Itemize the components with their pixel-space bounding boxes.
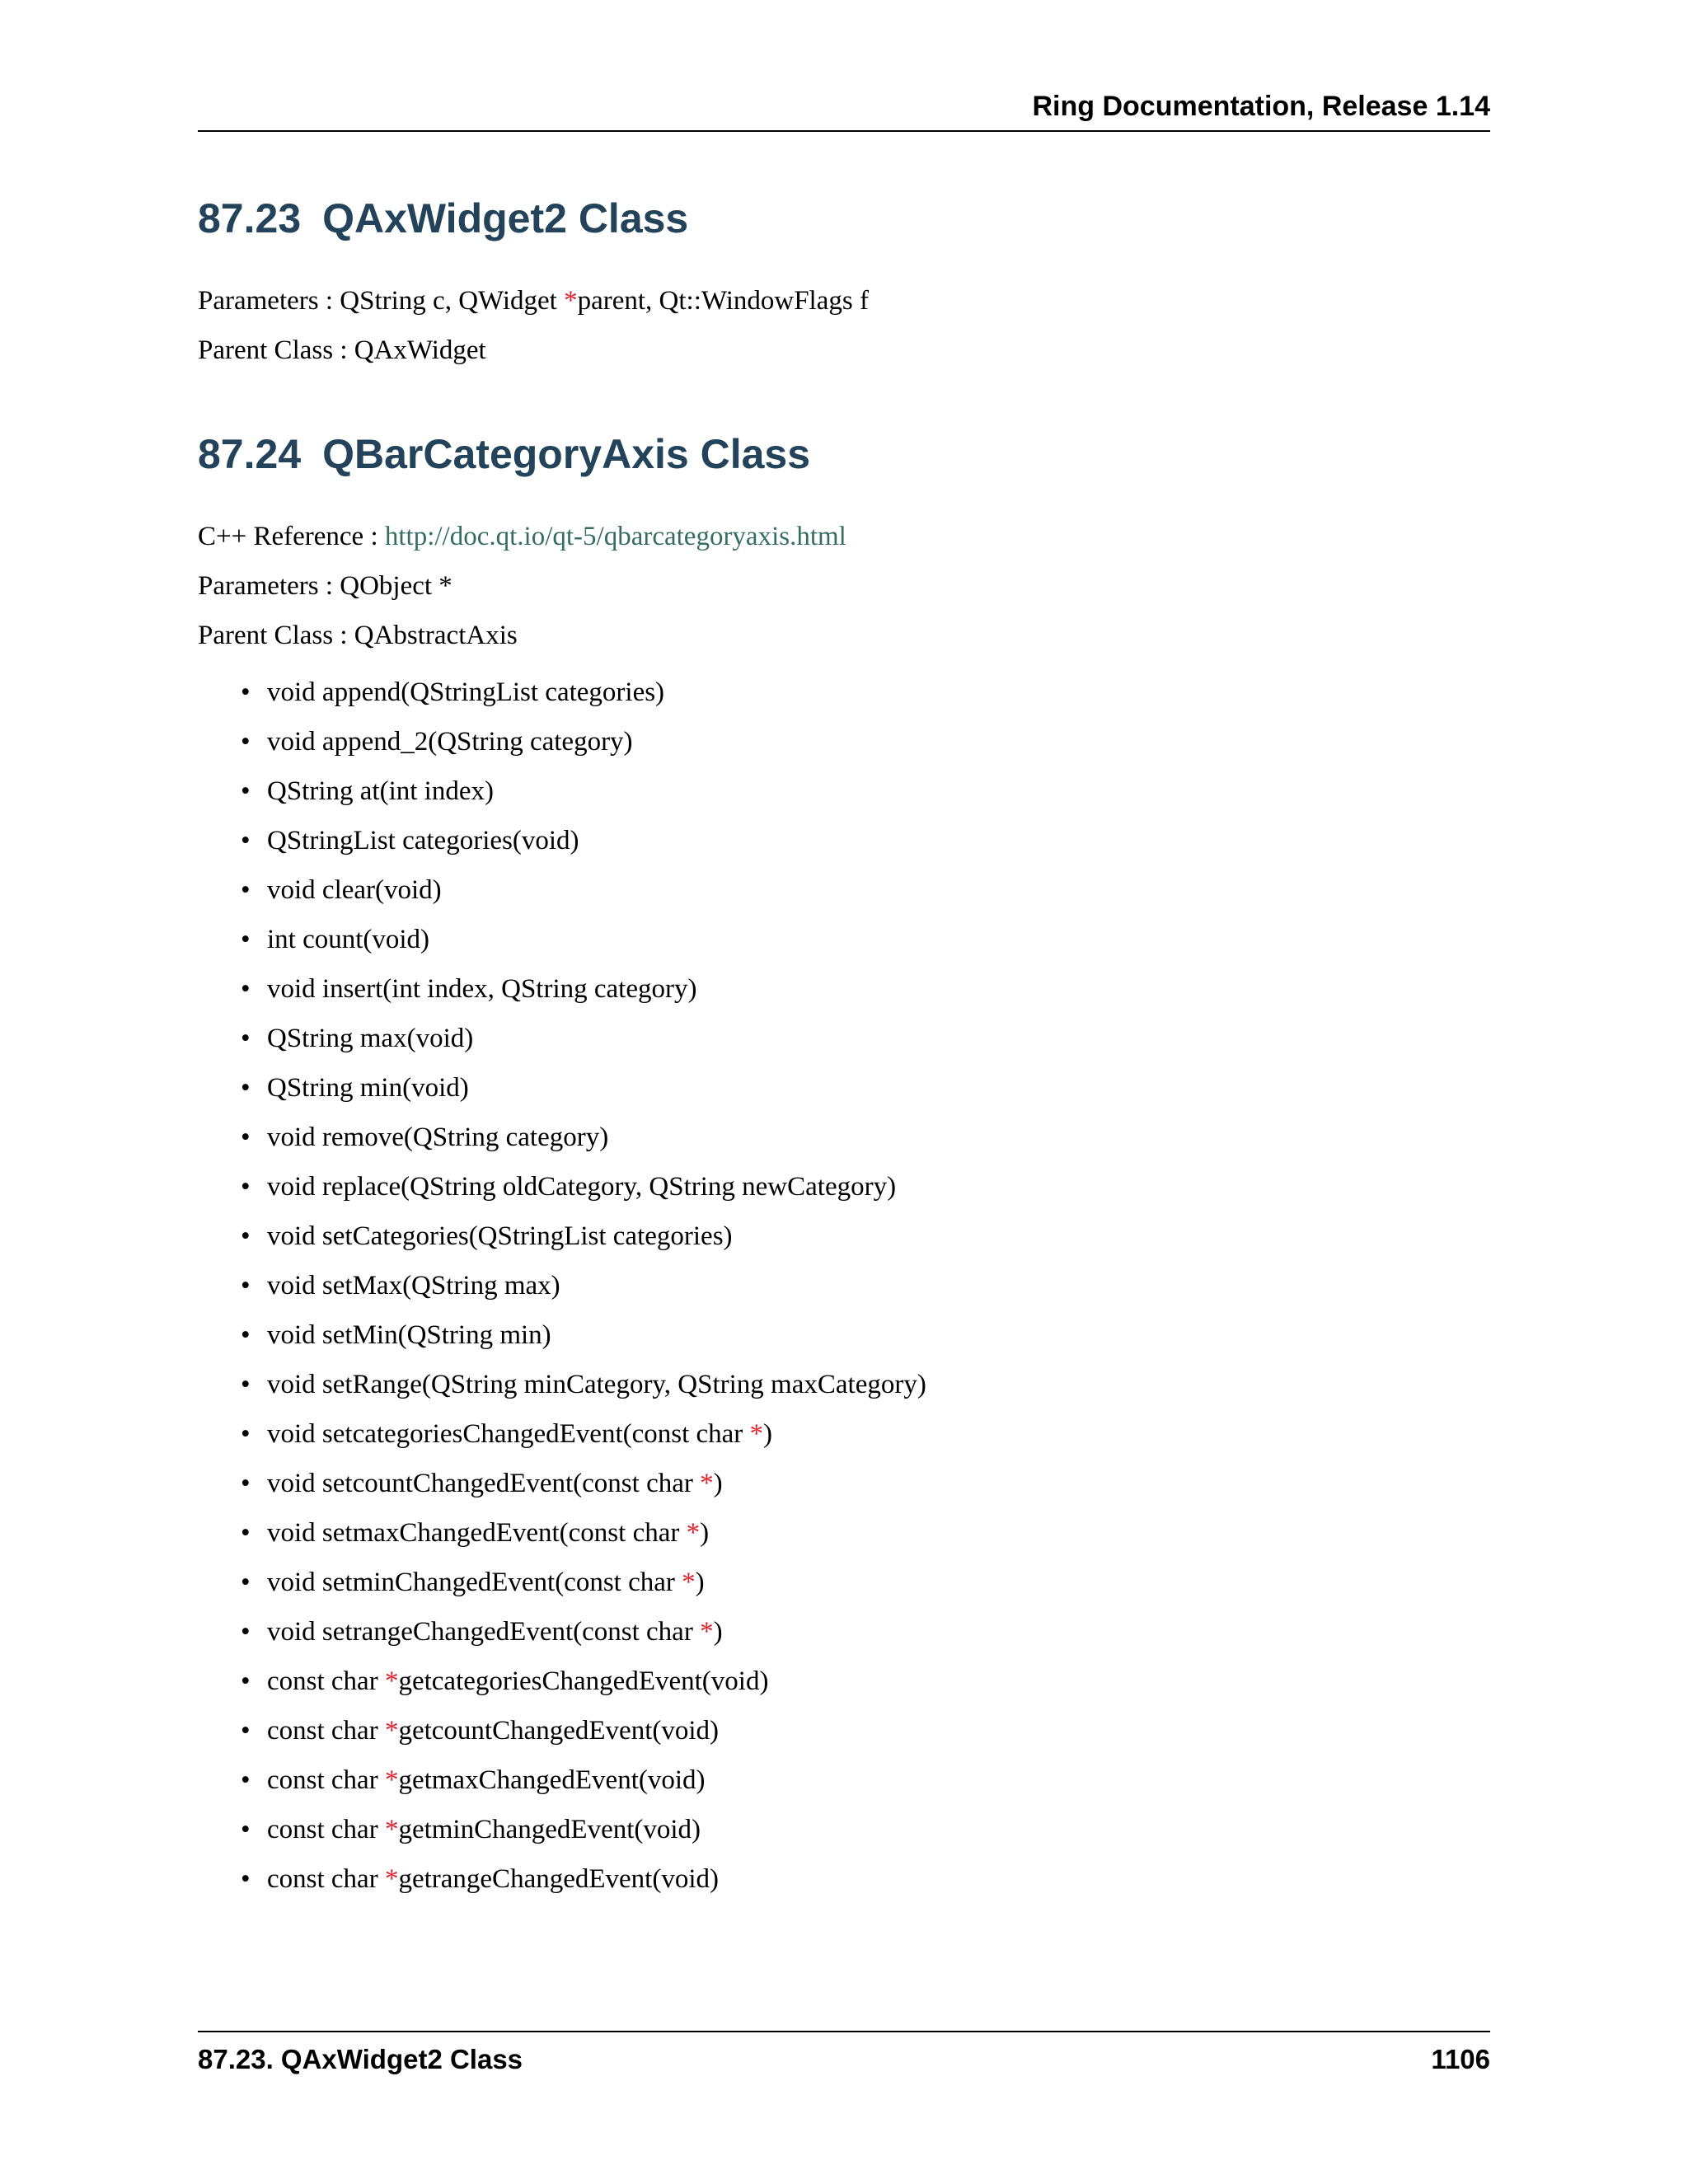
method-signature-rest: getminChangedEvent(void) (398, 1815, 701, 1844)
method-signature: void remove(QString category) (267, 1122, 609, 1152)
method-signature-rest: ) (713, 1617, 723, 1647)
list-item (198, 923, 926, 972)
list-item (198, 1071, 926, 1121)
bullet-icon: • (241, 1122, 251, 1152)
list-item (198, 1615, 926, 1665)
method-signature-rest: ) (763, 1419, 773, 1449)
method-signature: const char (267, 1815, 385, 1844)
method-signature: void setrangeChangedEvent(const char (267, 1617, 701, 1647)
bullet-icon: • (241, 875, 251, 905)
cpp-reference-link[interactable]: http://doc.qt.io/qt-5/qbarcategoryaxis.html (384, 522, 846, 551)
section-heading-qbarcategoryaxis (198, 431, 811, 477)
parameters-value-post: parent, Qt::WindowFlags f (577, 286, 869, 316)
bullet-icon: • (241, 1469, 251, 1498)
bullet-icon: • (241, 1024, 251, 1053)
method-signature: void setRange(QString minCategory, QString maxCategory) (267, 1370, 926, 1399)
list-item (198, 1368, 926, 1418)
bullet-icon: • (241, 1864, 251, 1894)
list-item (198, 1467, 926, 1516)
parameters-line: Parameters : QObject * (198, 571, 452, 601)
method-signature: const char (267, 1666, 385, 1696)
bullet-icon: • (241, 1172, 251, 1202)
method-signature-rest: getcountChangedEvent(void) (398, 1716, 720, 1746)
bullet-icon: • (241, 1518, 251, 1548)
method-signature: void setminChangedEvent(const char (267, 1568, 682, 1597)
section-number: 87.23 (198, 195, 302, 241)
bullet-icon: • (241, 1320, 251, 1350)
pointer-asterisk: * (749, 1419, 764, 1449)
method-signature: void setcountChangedEvent(const char (267, 1469, 701, 1498)
list-item (198, 1121, 926, 1170)
method-signature-rest: getcategoriesChangedEvent(void) (398, 1666, 769, 1696)
bullet-icon: • (241, 974, 251, 1004)
method-signature: const char (267, 1716, 385, 1746)
method-signature-rest: ) (700, 1518, 710, 1548)
method-signature: int count(void) (267, 925, 430, 954)
bullet-icon: • (241, 1370, 251, 1399)
page-footer (198, 2031, 1490, 2082)
list-item (198, 1665, 926, 1714)
pointer-asterisk: * (384, 1666, 399, 1696)
page-header (198, 89, 1490, 132)
pointer-asterisk: * (700, 1469, 714, 1498)
pointer-asterisk: * (682, 1568, 696, 1597)
pointer-asterisk: * (384, 1716, 399, 1746)
list-item (198, 1813, 926, 1863)
section-heading-qaxwidget2 (198, 195, 689, 241)
list-item (198, 1418, 926, 1467)
list-item (198, 1863, 926, 1912)
pointer-asterisk: * (700, 1617, 714, 1647)
method-signature: QString min(void) (267, 1073, 469, 1103)
method-signature-rest: getmaxChangedEvent(void) (398, 1765, 706, 1795)
pointer-asterisk: * (686, 1518, 701, 1548)
section-title: QAxWidget2 Class (322, 195, 689, 241)
method-signature: void append(QStringList categories) (267, 677, 665, 707)
list-item (198, 775, 926, 824)
method-signature: void setMax(QString max) (267, 1271, 560, 1301)
method-signature: void append_2(QString category) (267, 727, 633, 757)
list-item (198, 972, 926, 1022)
cpp-reference-line (198, 523, 846, 551)
method-signature: QString max(void) (267, 1024, 474, 1053)
bullet-icon: • (241, 1617, 251, 1647)
list-item (198, 1220, 926, 1269)
list-item (198, 1516, 926, 1566)
method-signature: const char (267, 1765, 385, 1795)
pointer-asterisk: * (564, 286, 578, 316)
method-signature: void setCategories(QStringList categories) (267, 1221, 733, 1251)
bullet-icon: • (241, 1271, 251, 1301)
list-item (198, 1170, 926, 1220)
bullet-icon: • (241, 925, 251, 954)
method-signature: void setmaxChangedEvent(const char (267, 1518, 687, 1548)
list-item (198, 824, 926, 874)
bullet-icon: • (241, 1568, 251, 1597)
method-signature: const char (267, 1864, 385, 1894)
section-title: QBarCategoryAxis Class (322, 431, 811, 477)
method-signature: QString at(int index) (267, 776, 494, 806)
list-item (198, 1714, 926, 1764)
parameters-value-pre: QString c, QWidget (340, 286, 565, 316)
bullet-icon: • (241, 1815, 251, 1844)
bullet-icon: • (241, 1073, 251, 1103)
method-signature: void setcategoriesChangedEvent(const char (267, 1419, 750, 1449)
bullet-icon: • (241, 826, 251, 855)
list-item (198, 1269, 926, 1319)
footer-section-title: 87.23. QAxWidget2 Class (198, 2044, 523, 2074)
method-signature: void insert(int index, QString category) (267, 974, 697, 1004)
bullet-icon: • (241, 1716, 251, 1746)
list-item (198, 725, 926, 775)
list-item (198, 874, 926, 923)
list-item (198, 1566, 926, 1615)
cpp-reference-label: C++ Reference : (198, 522, 385, 551)
section-number: 87.24 (198, 431, 302, 477)
method-signature-rest: ) (713, 1469, 723, 1498)
pointer-asterisk: * (384, 1864, 399, 1894)
pointer-asterisk: * (384, 1765, 399, 1795)
method-signature: QStringList categories(void) (267, 826, 579, 855)
parent-class-line: Parent Class : QAxWidget (198, 335, 486, 365)
method-signature-rest: getrangeChangedEvent(void) (398, 1864, 719, 1894)
bullet-icon: • (241, 1666, 251, 1696)
bullet-icon: • (241, 727, 251, 757)
method-signature: void clear(void) (267, 875, 442, 905)
list-item (198, 676, 926, 725)
parameters-label: Parameters : (198, 286, 340, 316)
list-item (198, 1022, 926, 1071)
method-signature: void setMin(QString min) (267, 1320, 551, 1350)
document-title: Ring Documentation, Release 1.14 (1032, 91, 1490, 122)
page-number: 1106 (1431, 2044, 1490, 2074)
pointer-asterisk: * (384, 1815, 399, 1844)
parent-class-line: Parent Class : QAbstractAxis (198, 621, 518, 650)
list-item (198, 1319, 926, 1368)
bullet-icon: • (241, 1419, 251, 1449)
list-item (198, 1764, 926, 1813)
bullet-icon: • (241, 1221, 251, 1251)
bullet-icon: • (241, 776, 251, 806)
method-signature: void replace(QString oldCategory, QString newCategory) (267, 1172, 897, 1202)
method-signature-rest: ) (695, 1568, 705, 1597)
method-list (198, 676, 926, 1912)
parameters-line (198, 288, 869, 315)
bullet-icon: • (241, 677, 251, 707)
bullet-icon: • (241, 1765, 251, 1795)
